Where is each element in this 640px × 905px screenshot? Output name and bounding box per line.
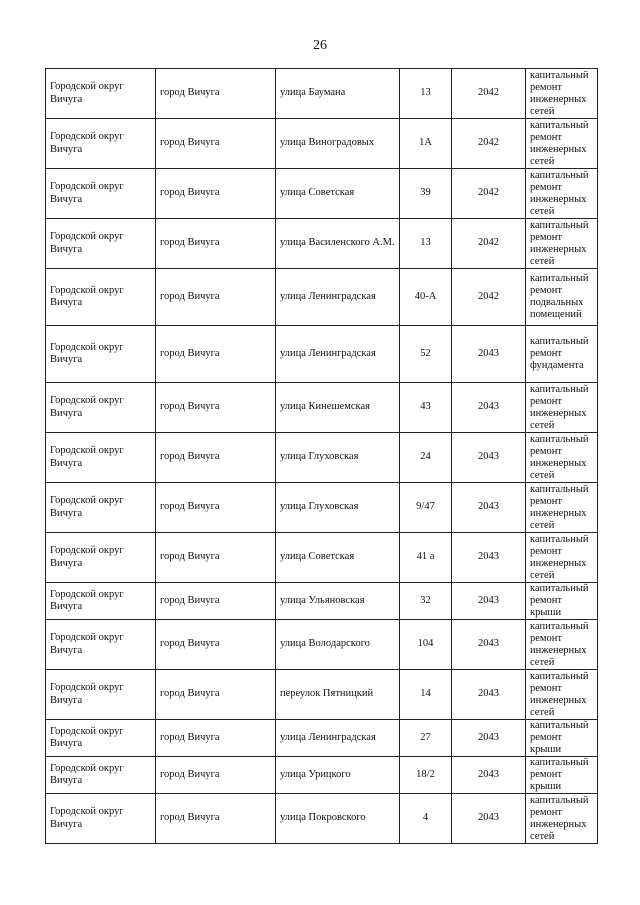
cell-street: улица Урицкого [276,757,400,794]
cell-year: 2043 [452,326,526,383]
cell-municipality: Городской округ Вичуга [46,757,156,794]
table-row [46,533,598,583]
cell-work-type: капитальный ремонт инженерных сетей [526,383,598,433]
cell-work-type: капитальный ремонт подвальных помещений [526,269,598,326]
cell-house-number: 24 [400,433,452,483]
cell-street: улица Ленинградская [276,720,400,757]
cell-work-type: капитальный ремонт инженерных сетей [526,670,598,720]
table-row [46,383,598,433]
cell-municipality: Городской округ Вичуга [46,383,156,433]
cell-work-type: капитальный ремонт инженерных сетей [526,219,598,269]
cell-street: улица Советская [276,169,400,219]
cell-year: 2042 [452,119,526,169]
table-row [46,620,598,670]
table-row [46,169,598,219]
cell-house-number: 39 [400,169,452,219]
cell-municipality: Городской округ Вичуга [46,326,156,383]
cell-house-number: 18/2 [400,757,452,794]
cell-settlement: город Вичуга [156,326,276,383]
cell-municipality: Городской округ Вичуга [46,69,156,119]
cell-work-type: капитальный ремонт инженерных сетей [526,69,598,119]
cell-year: 2043 [452,757,526,794]
cell-street: улица Виноградовых [276,119,400,169]
cell-house-number: 41 а [400,533,452,583]
cell-street: улица Глуховская [276,483,400,533]
cell-work-type: капитальный ремонт инженерных сетей [526,533,598,583]
cell-year: 2043 [452,670,526,720]
cell-house-number: 32 [400,583,452,620]
cell-street: улица Ленинградская [276,326,400,383]
table-row [46,326,598,383]
cell-year: 2043 [452,483,526,533]
cell-work-type: капитальный ремонт инженерных сетей [526,794,598,844]
cell-settlement: город Вичуга [156,757,276,794]
cell-year: 2042 [452,219,526,269]
cell-house-number: 52 [400,326,452,383]
cell-house-number: 1А [400,119,452,169]
cell-settlement: город Вичуга [156,219,276,269]
cell-municipality: Городской округ Вичуга [46,483,156,533]
cell-house-number: 27 [400,720,452,757]
cell-house-number: 104 [400,620,452,670]
cell-street: улица Советская [276,533,400,583]
cell-settlement: город Вичуга [156,269,276,326]
cell-settlement: город Вичуга [156,119,276,169]
table-row [46,757,598,794]
table-row [46,720,598,757]
cell-year: 2042 [452,69,526,119]
table-row [46,69,598,119]
cell-municipality: Городской округ Вичуга [46,583,156,620]
table-row [46,219,598,269]
cell-year: 2043 [452,533,526,583]
cell-house-number: 14 [400,670,452,720]
cell-settlement: город Вичуга [156,794,276,844]
cell-municipality: Городской округ Вичуга [46,433,156,483]
cell-municipality: Городской округ Вичуга [46,794,156,844]
cell-year: 2042 [452,169,526,219]
cell-year: 2043 [452,720,526,757]
cell-year: 2043 [452,433,526,483]
cell-house-number: 13 [400,219,452,269]
cell-street: улица Глуховская [276,433,400,483]
cell-house-number: 13 [400,69,452,119]
cell-settlement: город Вичуга [156,670,276,720]
cell-house-number: 9/47 [400,483,452,533]
table-row [46,269,598,326]
cell-settlement: город Вичуга [156,483,276,533]
registry-table [45,68,598,844]
cell-municipality: Городской округ Вичуга [46,620,156,670]
cell-year: 2042 [452,269,526,326]
cell-house-number: 43 [400,383,452,433]
table-row [46,583,598,620]
table-row [46,119,598,169]
table-row [46,433,598,483]
cell-municipality: Городской округ Вичуга [46,169,156,219]
cell-street: улица Василенского А.М. [276,219,400,269]
cell-work-type: капитальный ремонт инженерных сетей [526,169,598,219]
cell-municipality: Городской округ Вичуга [46,269,156,326]
cell-house-number: 4 [400,794,452,844]
cell-settlement: город Вичуга [156,433,276,483]
cell-year: 2043 [452,583,526,620]
page-number: 26 [313,38,327,53]
cell-municipality: Городской округ Вичуга [46,533,156,583]
cell-year: 2043 [452,794,526,844]
table-row [46,670,598,720]
cell-municipality: Городской округ Вичуга [46,720,156,757]
cell-settlement: город Вичуга [156,383,276,433]
cell-settlement: город Вичуга [156,583,276,620]
cell-municipality: Городской округ Вичуга [46,670,156,720]
cell-work-type: капитальный ремонт крыши [526,583,598,620]
cell-settlement: город Вичуга [156,720,276,757]
cell-settlement: город Вичуга [156,169,276,219]
cell-municipality: Городской округ Вичуга [46,119,156,169]
cell-street: улица Баумана [276,69,400,119]
cell-work-type: капитальный ремонт инженерных сетей [526,433,598,483]
cell-year: 2043 [452,620,526,670]
cell-work-type: капитальный ремонт инженерных сетей [526,620,598,670]
cell-work-type: капитальный ремонт фундамента [526,326,598,383]
cell-settlement: город Вичуга [156,69,276,119]
cell-street: улица Покровского [276,794,400,844]
cell-year: 2043 [452,383,526,433]
cell-settlement: город Вичуга [156,620,276,670]
cell-street: улица Ленинградская [276,269,400,326]
cell-settlement: город Вичуга [156,533,276,583]
cell-work-type: капитальный ремонт крыши [526,757,598,794]
cell-work-type: капитальный ремонт инженерных сетей [526,119,598,169]
table-body [46,69,598,844]
cell-house-number: 40-А [400,269,452,326]
table-row [46,794,598,844]
cell-work-type: капитальный ремонт инженерных сетей [526,483,598,533]
cell-street: переулок Пятницкий [276,670,400,720]
cell-street: улица Володарского [276,620,400,670]
cell-municipality: Городской округ Вичуга [46,219,156,269]
cell-street: улица Кинешемская [276,383,400,433]
table-row [46,483,598,533]
cell-work-type: капитальный ремонт крыши [526,720,598,757]
cell-street: улица Ульяновская [276,583,400,620]
